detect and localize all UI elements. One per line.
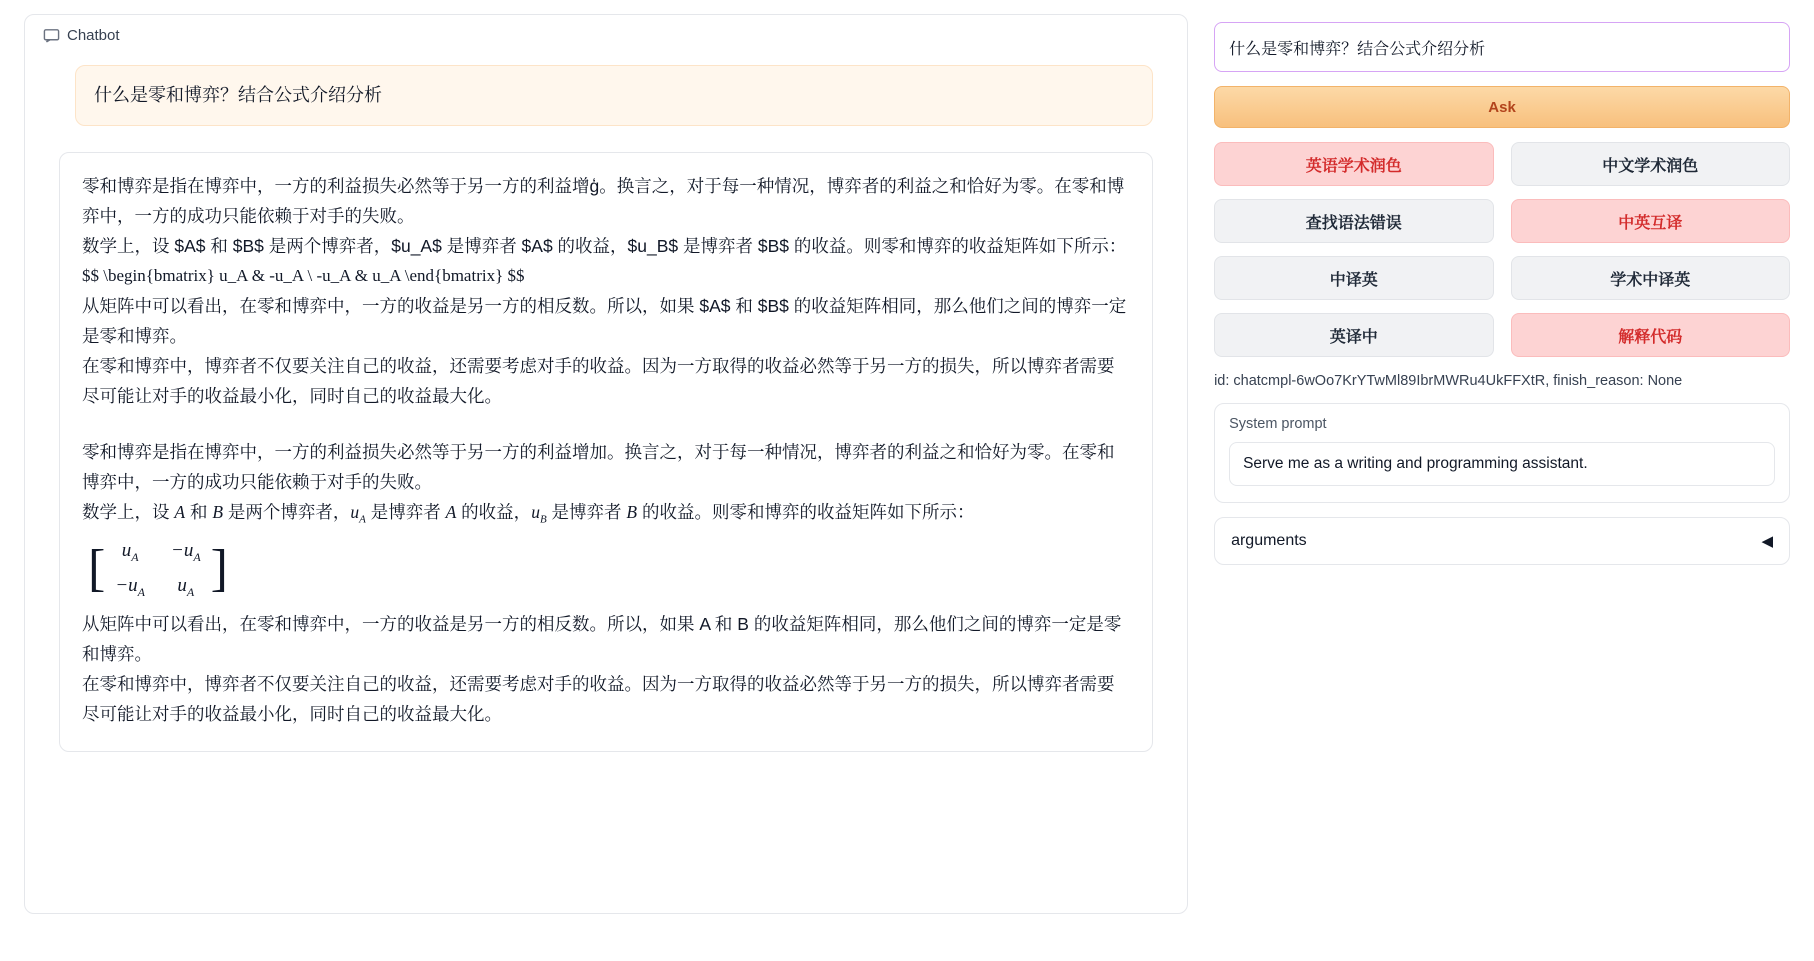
- matrix-cell-1-1: $u_A$: [177, 575, 195, 599]
- user-message-text: 什么是零和博弈？结合公式介绍分析: [94, 85, 382, 105]
- payoff-matrix: [88, 535, 1130, 602]
- var-B-2: B: [626, 502, 638, 523]
- chat-message-list[interactable]: [37, 59, 1175, 899]
- preset-en-to-cn-button[interactable]: 英译中: [1214, 313, 1493, 357]
- preset-academic-cn-to-en-button[interactable]: 学术中译英: [1511, 256, 1790, 300]
- ask-button[interactable]: Ask: [1214, 86, 1790, 128]
- system-prompt-label: System prompt: [1229, 416, 1327, 432]
- bot-raw-latex-block: $$ \begin{bmatrix} u_A & -u_A \ -u_A & u_A \end{bmatrix} $$: [82, 266, 525, 286]
- preset-cn-en-mutual-translate-button[interactable]: 中英互译: [1511, 199, 1790, 243]
- p2-mid: 是两个博弈者，: [223, 502, 351, 523]
- preset-find-grammar-errors-button[interactable]: 查找语法错误: [1214, 199, 1493, 243]
- matrix-cell-0-0: $u_A$: [121, 540, 139, 565]
- bot-raw-paragraph-5: 在零和博弈中，博弈者不仅要关注自己的收益，还需要考虑对手的收益。因为一方取得的收益必然等于另一方的损失，所以博弈者需要尽可能让对手的收益最小化，同时自己的收益最大化。: [82, 355, 1115, 406]
- chatbot-panel-label: [37, 25, 126, 52]
- chatbot-label-text: Chatbot: [67, 27, 120, 44]
- system-prompt-input[interactable]: [1229, 442, 1775, 486]
- bot-raw-paragraph-2: 数学上，设 $A$ 和 $B$ 是两个博弈者，$u_A$ 是博弈者 $A$ 的收益，$u_B$ 是博弈者 $B$ 的收益。则零和博弈的收益矩阵如下所示：: [82, 236, 1127, 257]
- matrix-cell-1-0: $-u_A$: [115, 575, 145, 599]
- preset-cn-to-en-button[interactable]: 中译英: [1214, 256, 1493, 300]
- bot-rendered-paragraph-2: 数学上，设 A 和 B 是两个博弈者，$u_A$ 是博弈者 A 的收益，$u_B$ 是博弈者 B 的收益。则零和博弈的收益矩阵如下所示：: [82, 502, 975, 526]
- preset-explain-code-button[interactable]: 解释代码: [1511, 313, 1790, 357]
- bot-raw-paragraph-1: 零和博弈是指在博弈中，一方的利益损失必然等于另一方的利益增ģ。换言之，对于每一种情况，博弈者的利益之和恰好为零。在零和博弈中，一方的成功只能依赖于对手的失败。: [82, 176, 1125, 227]
- matrix-right-bracket: ]: [210, 540, 228, 598]
- p2-mid2b: 是博弈者: [546, 502, 627, 523]
- p2-pre: 数学上，设: [82, 502, 175, 523]
- p2-mid2a: 是博弈者: [365, 502, 446, 523]
- chevron-left-icon[interactable]: ◀: [1761, 533, 1773, 550]
- message-separator: [82, 411, 1130, 437]
- preset-chinese-polish-button[interactable]: 中文学术润色: [1511, 142, 1790, 186]
- matrix-cell-0-1: $-u_A$: [171, 540, 201, 565]
- var-A-2: A: [445, 502, 457, 523]
- preset-english-polish-button[interactable]: 英语学术润色: [1214, 142, 1493, 186]
- prompt-input-wrapper: [1214, 22, 1790, 72]
- p2-end: 的收益。则零和博弈的收益矩阵如下所示：: [637, 502, 975, 523]
- user-message-bubble: [75, 65, 1153, 126]
- response-meta-text: id: chatcmpl-6wOo7KrYTwMl89IbrMWRu4UkFFXtR, finish_reason: None: [1214, 373, 1683, 389]
- bot-raw-paragraph-4: 从矩阵中可以看出，在零和博弈中，一方的收益是另一方的相反数。所以，如果 $A$ 和 $B$ 的收益矩阵相同，那么他们之间的博弈一定是零和博弈。: [82, 295, 1127, 346]
- arguments-accordion-label: arguments: [1231, 532, 1307, 549]
- chat-bubble-icon: [43, 27, 60, 44]
- controls-column: [1214, 14, 1790, 565]
- bot-rendered-paragraph-5: 在零和博弈中，博弈者不仅要关注自己的收益，还需要考虑对手的收益。因为一方取得的收益必然等于另一方的损失，所以博弈者需要尽可能让对手的收益最小化，同时自己的收益最大化。: [82, 674, 1115, 725]
- bot-rendered-paragraph-1: 零和博弈是指在博弈中，一方的利益损失必然等于另一方的利益增加。换言之，对于每一种情况，博弈者的利益之和恰好为零。在零和博弈中，一方的成功只能依赖于对手的失败。: [82, 441, 1115, 492]
- preset-button-grid: [1214, 142, 1790, 357]
- prompt-input[interactable]: [1214, 22, 1790, 72]
- bot-message-bubble: [59, 152, 1153, 752]
- matrix-left-bracket: [: [88, 540, 106, 598]
- system-prompt-card: [1214, 403, 1790, 503]
- var-uA: $u_A$: [350, 502, 366, 526]
- chatbot-panel: [24, 14, 1188, 914]
- var-uB: $u_B$: [531, 502, 547, 526]
- arguments-accordion[interactable]: [1214, 517, 1790, 565]
- var-B: B: [212, 502, 224, 523]
- bot-rendered-paragraph-4: 从矩阵中可以看出，在零和博弈中，一方的收益是另一方的相反数。所以，如果 A 和 B 的收益矩阵相同，那么他们之间的博弈一定是零和博弈。: [82, 613, 1122, 664]
- var-A: A: [174, 502, 186, 523]
- matrix-cells: [105, 535, 210, 602]
